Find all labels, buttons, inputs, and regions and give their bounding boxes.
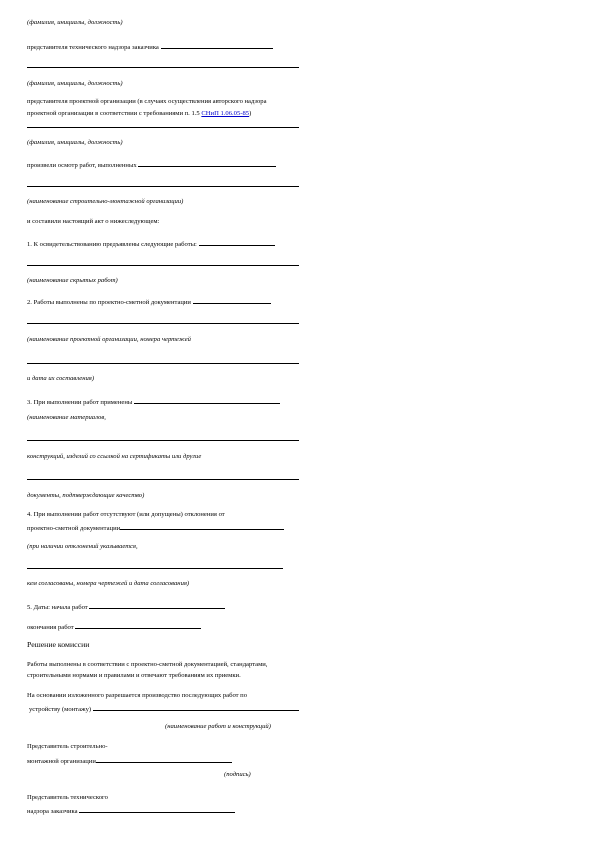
caption-hidden-works: (наименование скрытых работ) [27, 277, 118, 284]
blank-line[interactable] [27, 363, 299, 364]
permission-text-2-line [29, 703, 299, 714]
client-rep-line-2 [27, 805, 235, 816]
client-supervision-rep-blank[interactable] [161, 41, 273, 49]
permission-text-1: На основании изложенного разрешается производство последующих работ по [27, 692, 248, 699]
blank-line[interactable] [27, 440, 299, 441]
blank-line[interactable] [27, 323, 299, 324]
client-rep-line-1: Представитель технического [27, 794, 108, 801]
item-2-blank[interactable] [193, 296, 271, 304]
item-5-start-line [27, 601, 225, 612]
design-org-rep-line-1: представителя проектной организации (в случаях осуществления авторского надзора [27, 98, 267, 105]
closing-paren: ) [249, 110, 252, 117]
design-org-rep-text: проектной организации в соответствии с требованиями п. 1.5 [27, 110, 200, 117]
caption-name-position-2: (фамилия, инициалы, должность) [27, 80, 123, 87]
item-2-label: 2. Работы выполнены по проектно-сметной документации [27, 299, 191, 306]
client-supervision-rep-label: представителя технического надзора заказчика [27, 44, 159, 51]
caption-construction-org: (наименование строительно-монтажной организации) [27, 198, 184, 205]
construction-rep-signature-blank[interactable] [96, 755, 232, 763]
item-4-line-2 [27, 522, 284, 533]
client-rep-label: надзора заказчика [27, 808, 78, 815]
decision-text-2: строительными нормами и правилами и отвечают требованиям их приемки. [27, 672, 241, 679]
caption-deviations: (при наличии отклонений указывается, [27, 543, 138, 550]
item-4-label: проектно-сметной документации [27, 525, 121, 532]
item-1-line [27, 238, 275, 249]
item-3-blank[interactable] [134, 396, 280, 404]
caption-name-position-3: (фамилия, инициалы, должность) [27, 139, 123, 146]
item-5-start-label: 5. Даты: начала работ [27, 604, 88, 611]
caption-constructions-certificates: конструкций, изделий со ссылкой на сертификаты или другие [27, 453, 202, 460]
item-5-end-line [27, 621, 201, 632]
end-date-blank[interactable] [75, 621, 201, 629]
construction-rep-line-2 [27, 755, 232, 766]
inspection-line [27, 159, 276, 170]
item-4-blank[interactable] [120, 522, 284, 530]
inspection-label: произвели осмотр работ, выполненных [27, 162, 137, 169]
start-date-blank[interactable] [89, 601, 225, 609]
caption-drawing-dates: и дата их составления) [27, 375, 95, 382]
caption-materials: (наименование материалов, [27, 414, 106, 421]
blank-line[interactable] [27, 186, 299, 187]
item-5-end-label: окончания работ [27, 624, 74, 631]
next-works-blank[interactable] [93, 703, 299, 711]
caption-name-position-1: (фамилия, инициалы, должность) [27, 19, 123, 26]
blank-line[interactable] [27, 479, 299, 480]
item-1-label: 1. К освидетельствованию предъявлены следующие работы: [27, 241, 197, 248]
item-1-blank[interactable] [199, 238, 275, 246]
item-4-line-1: 4. При выполнении работ отсутствуют (или допущены) отклонения от [27, 511, 225, 518]
construction-rep-line-1: Представитель строительно- [27, 743, 108, 750]
caption-design-org-drawings: (наименование проектной организации, номера чертежей [27, 336, 191, 343]
blank-line[interactable] [27, 568, 283, 569]
decision-text-1: Работы выполнены в соответствии с проектно-сметной документацией, стандартами, [27, 661, 268, 668]
design-org-rep-line-2 [27, 110, 251, 118]
blank-line[interactable] [27, 67, 299, 68]
caption-quality-documents: документы, подтверждающие качество) [27, 492, 145, 499]
client-supervision-rep-line [27, 41, 273, 52]
permission-label: устройству (монтажу) [29, 706, 92, 713]
blank-line[interactable] [27, 127, 299, 128]
commission-decision-heading: Решение комиссии [27, 640, 90, 649]
construction-rep-label: монтажной организации [27, 758, 96, 765]
inspection-blank[interactable] [138, 159, 276, 167]
snip-link[interactable]: СНиП 1.06.05-85 [201, 110, 250, 117]
client-rep-signature-blank[interactable] [79, 805, 235, 813]
blank-line[interactable] [27, 265, 299, 266]
caption-approval: кем согласованы, номера чертежей и дата согласования) [27, 580, 190, 587]
item-2-line [27, 296, 271, 307]
caption-signature: (подпись) [224, 771, 251, 778]
item-3-line [27, 396, 280, 407]
caption-works-constructions: (наименование работ и конструкций) [165, 723, 271, 730]
act-intro: и составили настоящий акт о нижеследующем: [27, 218, 160, 225]
item-3-label: 3. При выполнении работ применены [27, 399, 133, 406]
